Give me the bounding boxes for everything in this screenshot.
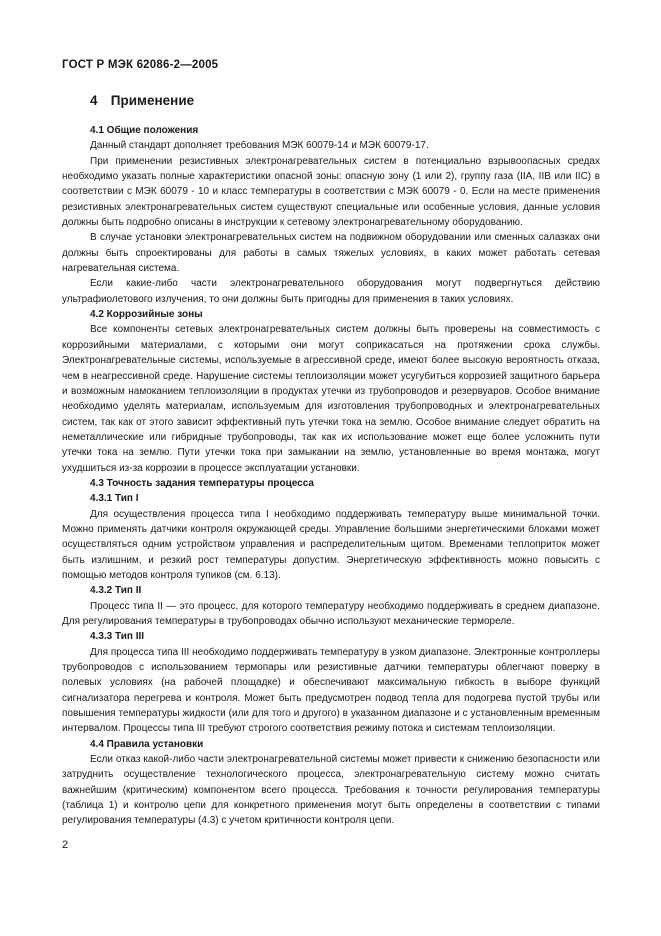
paragraph: При применении резистивных электронагревательных систем в потенциально взрывоопасных средах необходимо указать полные характеристики опасной зоны: опасную зону (1 или 2), группу газа (IIA, IIB или IIC) в соответствии с МЭК 60079 - 10 и класс температуры в соответствии с МЭК 60079 - 0. Если на месте применения резистивных электронагревательных систем существуют специальные или особенные условия, данные условия должны быть подробно описаны в инструкции к сетевому электронагревательному оборудованию. — [62, 155, 600, 229]
subsection-heading-4-2: 4.2 Коррозийные зоны — [90, 309, 203, 321]
paragraph: Для процесса типа III необходимо поддерживать температуру в узком диапазоне. Электронные контроллеры трубопроводов с использованием термопары или резистивные датчики температуры облегчают поверку в полевых условиях (на рабочей площадке) и обеспечивают максимальную гибкость в выборе функций сигнализатора перегрева и контроля. Может быть предусмотрен подвод тепла для подогрева пустой трубы или повышения температуры жидкости (или для того и другого) в указанном диапазоне и с установленным временным интервалом. Процессы типа III требуют строгого соответствия режиму потока и системам теплоизоляции. — [62, 646, 600, 735]
subsubsection-heading-4-3-1: 4.3.1 Тип I — [90, 493, 139, 505]
page-number: 2 — [62, 839, 69, 851]
paragraph: Если отказ какой-либо части электронагревательной системы может привести к снижению безопасности или затруднить осуществление технологического процесса, электронагревательную систему можно считать важнейшим (критическим) компонентом всего процесса. Требования к точности регулирования температуры (таблица 1) и контролю цепи для конкретного применения могут быть определены в соответствии с типами регулирования температуры (4.3) с учетом критичности контроля цепи. — [62, 754, 600, 827]
subsubsection-heading-4-3-2: 4.3.2 Тип II — [90, 585, 142, 597]
paragraph: Для осуществления процесса типа I необходимо поддерживать температуру выше минимальной точки. Можно применять датчики контроля окружающей среды. Управление большими энергетическими блоками может осуществляться одним устройством управления и распределительным щитом. Временами теплоприток может быть излишним, и резкий рост температуры допустим. Энергетическую эффективность можно повысить с помощью методов контроля тупиков (см. 6.13). — [62, 508, 600, 581]
subsection-heading-4-1: 4.1 Общие положения — [90, 125, 199, 136]
document-body — [62, 88, 600, 829]
paragraph: Все компоненты сетевых электронагревательных систем должны быть проверены на совместимость с коррозийными материалами, с которыми они могут соприкасаться на протяжении срока службы. Электронагревательные системы, используемые в агрессивной среде, имеют более высокую вероятность отказа, чем в неагрессивной среде. Нарушение системы теплоизоляции может усугубиться коррозией защитного барьера и возможным намоканием теплоизоляции в продуктах утечки из трубопроводов и резервуаров. Особое внимание необходимо уделять материалам, используемым для изготовления трубопроводных и электронагревательных систем, так как от этого зависит эффективный путь утечки тока на землю. Особое внимание следует обратить на неметаллические или гибридные трубопроводы, так как их использование может еще более усложнить пути утечки тока на землю. Пути утечки тока при замыкании на землю, установленные во время монтажа, могут ухудшиться из-за коррозии в процессе эксплуатации установки. — [62, 324, 600, 474]
subsubsection-heading-4-3-3: 4.3.3 Тип III — [90, 631, 145, 643]
paragraph: Процесс типа II — это процесс, для которого температуру необходимо поддерживать в среднем диапазоне. Для регулирования температуры в трубопроводах обычно используют механические термореле. — [62, 600, 600, 627]
paragraph: Данный стандарт дополняет требования МЭК 60079-14 и МЭК 60079-17. — [90, 140, 429, 152]
document-header: ГОСТ Р МЭК 62086-2—2005 — [62, 59, 219, 71]
paragraph: В случае установки электронагревательных систем на подвижном оборудовании или сменных салазках они должны быть спроектированы для работы в самых тяжелых условиях, в каких может работать сетевая нагревательная система. — [62, 232, 600, 275]
subsection-heading-4-3: 4.3 Точность задания температуры процесса — [90, 477, 314, 489]
section-number: 4 — [90, 93, 98, 108]
subsection-heading-4-4: 4.4 Правила установки — [90, 738, 204, 750]
section-title: Применение — [110, 93, 195, 108]
paragraph: Если какие-либо части электронагревательного оборудования могут подвергнуться действию ультрафиолетового излучения, то они должны быть пригодны для применения в таких условиях. — [62, 278, 600, 305]
section-heading — [90, 92, 600, 110]
